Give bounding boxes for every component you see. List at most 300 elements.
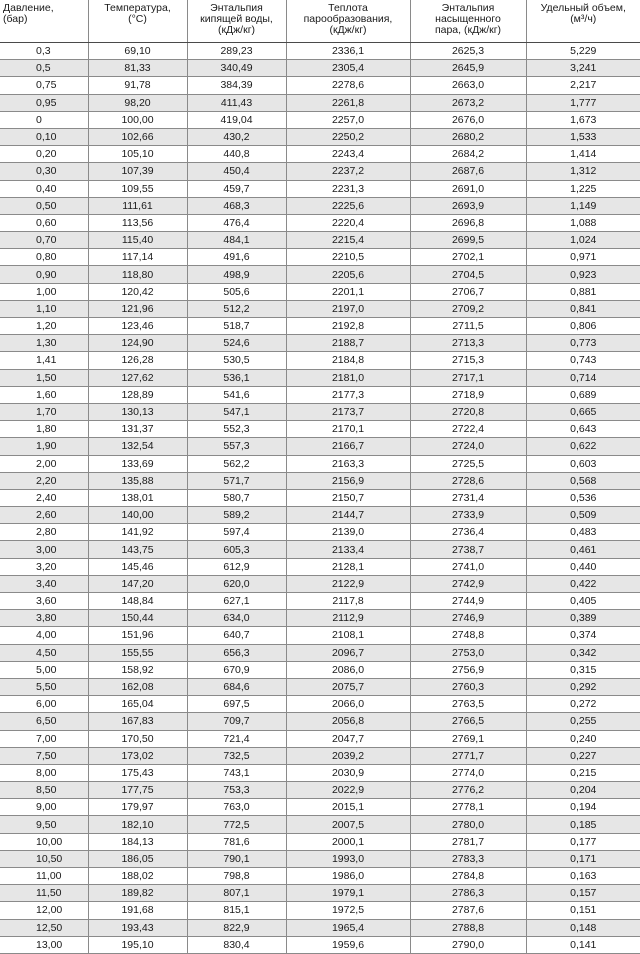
vaporization-heat-cell: 2173,7 — [286, 403, 410, 420]
water-enthalpy-cell: 289,23 — [187, 43, 286, 60]
vaporization-heat-cell: 2056,8 — [286, 713, 410, 730]
temperature-cell: 195,10 — [88, 936, 187, 953]
water-enthalpy-cell: 580,7 — [187, 489, 286, 506]
table-row — [0, 249, 640, 266]
specific-volume-cell: 0,773 — [526, 335, 640, 352]
table-row — [0, 489, 640, 506]
specific-volume-cell: 0,185 — [526, 816, 640, 833]
table-row — [0, 661, 640, 678]
steam-enthalpy-cell: 2738,7 — [410, 541, 526, 558]
steam-enthalpy-cell: 2728,6 — [410, 472, 526, 489]
table-row — [0, 558, 640, 575]
table-body — [0, 43, 640, 954]
table-row — [0, 318, 640, 335]
water-enthalpy-cell: 430,2 — [187, 128, 286, 145]
steam-enthalpy-cell: 2699,5 — [410, 232, 526, 249]
vaporization-heat-cell: 2231,3 — [286, 180, 410, 197]
water-enthalpy-cell: 790,1 — [187, 850, 286, 867]
specific-volume-cell: 0,157 — [526, 885, 640, 902]
pressure-cell: 0,30 — [0, 163, 88, 180]
pressure-cell: 12,00 — [0, 902, 88, 919]
water-enthalpy-cell: 656,3 — [187, 644, 286, 661]
steam-enthalpy-cell: 2748,8 — [410, 627, 526, 644]
pressure-cell: 5,50 — [0, 678, 88, 695]
temperature-cell: 109,55 — [88, 180, 187, 197]
table-row — [0, 541, 640, 558]
specific-volume-cell: 0,405 — [526, 593, 640, 610]
water-enthalpy-cell: 557,3 — [187, 438, 286, 455]
temperature-cell: 184,13 — [88, 833, 187, 850]
vaporization-heat-cell: 1986,0 — [286, 868, 410, 885]
specific-volume-cell: 1,312 — [526, 163, 640, 180]
steam-enthalpy-cell: 2753,0 — [410, 644, 526, 661]
vaporization-heat-cell: 2144,7 — [286, 507, 410, 524]
specific-volume-cell: 0,389 — [526, 610, 640, 627]
pressure-cell: 8,00 — [0, 764, 88, 781]
table-row — [0, 128, 640, 145]
water-enthalpy-cell: 627,1 — [187, 593, 286, 610]
pressure-cell: 10,00 — [0, 833, 88, 850]
specific-volume-cell: 0,272 — [526, 696, 640, 713]
steam-enthalpy-cell: 2781,7 — [410, 833, 526, 850]
vaporization-heat-cell: 2201,1 — [286, 283, 410, 300]
pressure-cell: 4,00 — [0, 627, 88, 644]
specific-volume-cell: 0,568 — [526, 472, 640, 489]
water-enthalpy-cell: 340,49 — [187, 60, 286, 77]
steam-enthalpy-cell: 2788,8 — [410, 919, 526, 936]
table-row — [0, 197, 640, 214]
table-row — [0, 885, 640, 902]
temperature-cell: 135,88 — [88, 472, 187, 489]
table-row — [0, 799, 640, 816]
steam-enthalpy-cell: 2693,9 — [410, 197, 526, 214]
specific-volume-cell: 1,414 — [526, 146, 640, 163]
vaporization-heat-cell: 2336,1 — [286, 43, 410, 60]
water-enthalpy-cell: 697,5 — [187, 696, 286, 713]
table-row — [0, 403, 640, 420]
water-enthalpy-cell: 530,5 — [187, 352, 286, 369]
vaporization-heat-cell: 2205,6 — [286, 266, 410, 283]
water-enthalpy-cell: 552,3 — [187, 421, 286, 438]
water-enthalpy-cell: 772,5 — [187, 816, 286, 833]
specific-volume-cell: 1,673 — [526, 111, 640, 128]
specific-volume-cell: 0,374 — [526, 627, 640, 644]
steam-enthalpy-cell: 2760,3 — [410, 678, 526, 695]
header-vaporization-heat: Теплота парообразования, (кДж/кг) — [286, 0, 410, 43]
table-row — [0, 232, 640, 249]
vaporization-heat-cell: 2075,7 — [286, 678, 410, 695]
pressure-cell: 0 — [0, 111, 88, 128]
steam-enthalpy-cell: 2663,0 — [410, 77, 526, 94]
pressure-cell: 0,75 — [0, 77, 88, 94]
table-row — [0, 335, 640, 352]
pressure-cell: 11,50 — [0, 885, 88, 902]
temperature-cell: 167,83 — [88, 713, 187, 730]
pressure-cell: 3,80 — [0, 610, 88, 627]
water-enthalpy-cell: 440,8 — [187, 146, 286, 163]
vaporization-heat-cell: 2133,4 — [286, 541, 410, 558]
steam-enthalpy-cell: 2744,9 — [410, 593, 526, 610]
pressure-cell: 0,10 — [0, 128, 88, 145]
pressure-cell: 1,60 — [0, 386, 88, 403]
steam-enthalpy-cell: 2780,0 — [410, 816, 526, 833]
vaporization-heat-cell: 1965,4 — [286, 919, 410, 936]
pressure-cell: 2,00 — [0, 455, 88, 472]
table-row — [0, 77, 640, 94]
pressure-cell: 1,80 — [0, 421, 88, 438]
table-row — [0, 283, 640, 300]
pressure-cell: 1,90 — [0, 438, 88, 455]
temperature-cell: 148,84 — [88, 593, 187, 610]
steam-enthalpy-cell: 2741,0 — [410, 558, 526, 575]
header-specific-volume: Удельный объем, (м³/ч) — [526, 0, 640, 43]
vaporization-heat-cell: 2156,9 — [286, 472, 410, 489]
specific-volume-cell: 0,255 — [526, 713, 640, 730]
steam-enthalpy-cell: 2673,2 — [410, 94, 526, 111]
table-row — [0, 94, 640, 111]
header-water-enthalpy: Энтальпия кипящей воды, (кДж/кг) — [187, 0, 286, 43]
pressure-cell: 1,50 — [0, 369, 88, 386]
specific-volume-cell: 0,148 — [526, 919, 640, 936]
pressure-cell: 6,50 — [0, 713, 88, 730]
water-enthalpy-cell: 541,6 — [187, 386, 286, 403]
specific-volume-cell: 0,841 — [526, 300, 640, 317]
temperature-cell: 158,92 — [88, 661, 187, 678]
vaporization-heat-cell: 2139,0 — [286, 524, 410, 541]
temperature-cell: 188,02 — [88, 868, 187, 885]
vaporization-heat-cell: 2188,7 — [286, 335, 410, 352]
water-enthalpy-cell: 830,4 — [187, 936, 286, 953]
table-row — [0, 455, 640, 472]
vaporization-heat-cell: 2257,0 — [286, 111, 410, 128]
table-row — [0, 111, 640, 128]
specific-volume-cell: 0,215 — [526, 764, 640, 781]
header-temperature: Температура, (°C) — [88, 0, 187, 43]
pressure-cell: 13,00 — [0, 936, 88, 953]
steam-enthalpy-cell: 2704,5 — [410, 266, 526, 283]
vaporization-heat-cell: 2261,8 — [286, 94, 410, 111]
steam-enthalpy-cell: 2783,3 — [410, 850, 526, 867]
steam-enthalpy-cell: 2769,1 — [410, 730, 526, 747]
table-row — [0, 644, 640, 661]
specific-volume-cell: 0,622 — [526, 438, 640, 455]
water-enthalpy-cell: 612,9 — [187, 558, 286, 575]
specific-volume-cell: 0,643 — [526, 421, 640, 438]
table-row — [0, 902, 640, 919]
specific-volume-cell: 0,689 — [526, 386, 640, 403]
steam-enthalpy-cell: 2776,2 — [410, 782, 526, 799]
specific-volume-cell: 0,806 — [526, 318, 640, 335]
specific-volume-cell: 0,743 — [526, 352, 640, 369]
steam-enthalpy-cell: 2720,8 — [410, 403, 526, 420]
table-row — [0, 713, 640, 730]
vaporization-heat-cell: 1959,6 — [286, 936, 410, 953]
water-enthalpy-cell: 536,1 — [187, 369, 286, 386]
specific-volume-cell: 5,229 — [526, 43, 640, 60]
vaporization-heat-cell: 2030,9 — [286, 764, 410, 781]
temperature-cell: 121,96 — [88, 300, 187, 317]
vaporization-heat-cell: 2305,4 — [286, 60, 410, 77]
temperature-cell: 98,20 — [88, 94, 187, 111]
water-enthalpy-cell: 640,7 — [187, 627, 286, 644]
steam-enthalpy-cell: 2680,2 — [410, 128, 526, 145]
specific-volume-cell: 0,315 — [526, 661, 640, 678]
table-row — [0, 764, 640, 781]
steam-enthalpy-cell: 2725,5 — [410, 455, 526, 472]
vaporization-heat-cell: 2215,4 — [286, 232, 410, 249]
specific-volume-cell: 0,240 — [526, 730, 640, 747]
vaporization-heat-cell: 2177,3 — [286, 386, 410, 403]
table-row — [0, 180, 640, 197]
specific-volume-cell: 0,194 — [526, 799, 640, 816]
specific-volume-cell: 2,217 — [526, 77, 640, 94]
steam-enthalpy-cell: 2763,5 — [410, 696, 526, 713]
table-row — [0, 833, 640, 850]
table-row — [0, 214, 640, 231]
vaporization-heat-cell: 2000,1 — [286, 833, 410, 850]
water-enthalpy-cell: 524,6 — [187, 335, 286, 352]
vaporization-heat-cell: 1979,1 — [286, 885, 410, 902]
temperature-cell: 127,62 — [88, 369, 187, 386]
water-enthalpy-cell: 822,9 — [187, 919, 286, 936]
steam-enthalpy-cell: 2778,1 — [410, 799, 526, 816]
table-row — [0, 60, 640, 77]
specific-volume-cell: 0,923 — [526, 266, 640, 283]
table-row — [0, 163, 640, 180]
pressure-cell: 0,20 — [0, 146, 88, 163]
water-enthalpy-cell: 491,6 — [187, 249, 286, 266]
water-enthalpy-cell: 781,6 — [187, 833, 286, 850]
specific-volume-cell: 0,971 — [526, 249, 640, 266]
header-pressure: Давление, (бар) — [0, 0, 88, 43]
water-enthalpy-cell: 484,1 — [187, 232, 286, 249]
temperature-cell: 150,44 — [88, 610, 187, 627]
temperature-cell: 117,14 — [88, 249, 187, 266]
temperature-cell: 115,40 — [88, 232, 187, 249]
temperature-cell: 123,46 — [88, 318, 187, 335]
pressure-cell: 1,70 — [0, 403, 88, 420]
temperature-cell: 131,37 — [88, 421, 187, 438]
table-row — [0, 610, 640, 627]
water-enthalpy-cell: 763,0 — [187, 799, 286, 816]
vaporization-heat-cell: 2225,6 — [286, 197, 410, 214]
specific-volume-cell: 1,149 — [526, 197, 640, 214]
vaporization-heat-cell: 2039,2 — [286, 747, 410, 764]
specific-volume-cell: 0,665 — [526, 403, 640, 420]
specific-volume-cell: 0,141 — [526, 936, 640, 953]
vaporization-heat-cell: 2278,6 — [286, 77, 410, 94]
pressure-cell: 5,00 — [0, 661, 88, 678]
vaporization-heat-cell: 2015,1 — [286, 799, 410, 816]
steam-enthalpy-cell: 2736,4 — [410, 524, 526, 541]
temperature-cell: 191,68 — [88, 902, 187, 919]
table-row — [0, 593, 640, 610]
temperature-cell: 170,50 — [88, 730, 187, 747]
pressure-cell: 6,00 — [0, 696, 88, 713]
pressure-cell: 7,50 — [0, 747, 88, 764]
vaporization-heat-cell: 2066,0 — [286, 696, 410, 713]
water-enthalpy-cell: 605,3 — [187, 541, 286, 558]
specific-volume-cell: 0,440 — [526, 558, 640, 575]
specific-volume-cell: 0,483 — [526, 524, 640, 541]
vaporization-heat-cell: 2166,7 — [286, 438, 410, 455]
temperature-cell: 175,43 — [88, 764, 187, 781]
vaporization-heat-cell: 2122,9 — [286, 575, 410, 592]
table-row — [0, 850, 640, 867]
table-row — [0, 43, 640, 60]
steam-enthalpy-cell: 2702,1 — [410, 249, 526, 266]
water-enthalpy-cell: 450,4 — [187, 163, 286, 180]
temperature-cell: 105,10 — [88, 146, 187, 163]
water-enthalpy-cell: 753,3 — [187, 782, 286, 799]
specific-volume-cell: 0,714 — [526, 369, 640, 386]
steam-enthalpy-cell: 2774,0 — [410, 764, 526, 781]
water-enthalpy-cell: 620,0 — [187, 575, 286, 592]
steam-enthalpy-cell: 2766,5 — [410, 713, 526, 730]
steam-enthalpy-cell: 2711,5 — [410, 318, 526, 335]
vaporization-heat-cell: 2128,1 — [286, 558, 410, 575]
steam-enthalpy-cell: 2676,0 — [410, 111, 526, 128]
table-row — [0, 678, 640, 695]
vaporization-heat-cell: 1993,0 — [286, 850, 410, 867]
table-row — [0, 747, 640, 764]
temperature-cell: 186,05 — [88, 850, 187, 867]
vaporization-heat-cell: 2047,7 — [286, 730, 410, 747]
steam-enthalpy-cell: 2717,1 — [410, 369, 526, 386]
table-row — [0, 730, 640, 747]
water-enthalpy-cell: 597,4 — [187, 524, 286, 541]
temperature-cell: 182,10 — [88, 816, 187, 833]
temperature-cell: 100,00 — [88, 111, 187, 128]
vaporization-heat-cell: 2237,2 — [286, 163, 410, 180]
water-enthalpy-cell: 498,9 — [187, 266, 286, 283]
water-enthalpy-cell: 743,1 — [187, 764, 286, 781]
pressure-cell: 8,50 — [0, 782, 88, 799]
pressure-cell: 12,50 — [0, 919, 88, 936]
steam-enthalpy-cell: 2691,0 — [410, 180, 526, 197]
steam-enthalpy-cell: 2724,0 — [410, 438, 526, 455]
table-row — [0, 919, 640, 936]
steam-enthalpy-cell: 2713,3 — [410, 335, 526, 352]
steam-enthalpy-cell: 2684,2 — [410, 146, 526, 163]
table-row — [0, 146, 640, 163]
steam-enthalpy-cell: 2715,3 — [410, 352, 526, 369]
steam-enthalpy-cell: 2756,9 — [410, 661, 526, 678]
specific-volume-cell: 0,151 — [526, 902, 640, 919]
pressure-cell: 10,50 — [0, 850, 88, 867]
vaporization-heat-cell: 2250,2 — [286, 128, 410, 145]
water-enthalpy-cell: 709,7 — [187, 713, 286, 730]
steam-enthalpy-cell: 2746,9 — [410, 610, 526, 627]
steam-enthalpy-cell: 2742,9 — [410, 575, 526, 592]
specific-volume-cell: 0,171 — [526, 850, 640, 867]
temperature-cell: 69,10 — [88, 43, 187, 60]
vaporization-heat-cell: 2243,4 — [286, 146, 410, 163]
temperature-cell: 124,90 — [88, 335, 187, 352]
steam-enthalpy-cell: 2687,6 — [410, 163, 526, 180]
temperature-cell: 111,61 — [88, 197, 187, 214]
temperature-cell: 173,02 — [88, 747, 187, 764]
header-steam-enthalpy: Энтальпия насыщенного пара, (кДж/кг) — [410, 0, 526, 43]
vaporization-heat-cell: 2197,0 — [286, 300, 410, 317]
steam-enthalpy-cell: 2731,4 — [410, 489, 526, 506]
table-row — [0, 868, 640, 885]
temperature-cell: 132,54 — [88, 438, 187, 455]
pressure-cell: 0,70 — [0, 232, 88, 249]
water-enthalpy-cell: 815,1 — [187, 902, 286, 919]
temperature-cell: 91,78 — [88, 77, 187, 94]
table-row — [0, 627, 640, 644]
vaporization-heat-cell: 2086,0 — [286, 661, 410, 678]
vaporization-heat-cell: 2150,7 — [286, 489, 410, 506]
pressure-cell: 0,3 — [0, 43, 88, 60]
pressure-cell: 3,00 — [0, 541, 88, 558]
water-enthalpy-cell: 476,4 — [187, 214, 286, 231]
steam-enthalpy-cell: 2709,2 — [410, 300, 526, 317]
steam-enthalpy-cell: 2625,3 — [410, 43, 526, 60]
specific-volume-cell: 1,777 — [526, 94, 640, 111]
temperature-cell: 140,00 — [88, 507, 187, 524]
specific-volume-cell: 0,422 — [526, 575, 640, 592]
steam-enthalpy-cell: 2722,4 — [410, 421, 526, 438]
water-enthalpy-cell: 562,2 — [187, 455, 286, 472]
water-enthalpy-cell: 589,2 — [187, 507, 286, 524]
water-enthalpy-cell: 798,8 — [187, 868, 286, 885]
temperature-cell: 130,13 — [88, 403, 187, 420]
pressure-cell: 1,00 — [0, 283, 88, 300]
specific-volume-cell: 0,177 — [526, 833, 640, 850]
temperature-cell: 126,28 — [88, 352, 187, 369]
specific-volume-cell: 0,292 — [526, 678, 640, 695]
water-enthalpy-cell: 721,4 — [187, 730, 286, 747]
water-enthalpy-cell: 670,9 — [187, 661, 286, 678]
steam-enthalpy-cell: 2786,3 — [410, 885, 526, 902]
water-enthalpy-cell: 807,1 — [187, 885, 286, 902]
table-row — [0, 300, 640, 317]
temperature-cell: 128,89 — [88, 386, 187, 403]
temperature-cell: 102,66 — [88, 128, 187, 145]
specific-volume-cell: 0,204 — [526, 782, 640, 799]
specific-volume-cell: 0,227 — [526, 747, 640, 764]
table-row — [0, 575, 640, 592]
vaporization-heat-cell: 2108,1 — [286, 627, 410, 644]
water-enthalpy-cell: 684,6 — [187, 678, 286, 695]
temperature-cell: 189,82 — [88, 885, 187, 902]
pressure-cell: 4,50 — [0, 644, 88, 661]
water-enthalpy-cell: 634,0 — [187, 610, 286, 627]
temperature-cell: 107,39 — [88, 163, 187, 180]
vaporization-heat-cell: 2220,4 — [286, 214, 410, 231]
table-row — [0, 369, 640, 386]
temperature-cell: 155,55 — [88, 644, 187, 661]
pressure-cell: 2,80 — [0, 524, 88, 541]
pressure-cell: 1,10 — [0, 300, 88, 317]
temperature-cell: 151,96 — [88, 627, 187, 644]
pressure-cell: 1,20 — [0, 318, 88, 335]
pressure-cell: 0,50 — [0, 197, 88, 214]
table-row — [0, 266, 640, 283]
specific-volume-cell: 0,881 — [526, 283, 640, 300]
table-row — [0, 386, 640, 403]
vaporization-heat-cell: 2192,8 — [286, 318, 410, 335]
table-row — [0, 816, 640, 833]
steam-enthalpy-cell: 2771,7 — [410, 747, 526, 764]
pressure-cell: 11,00 — [0, 868, 88, 885]
water-enthalpy-cell: 512,2 — [187, 300, 286, 317]
pressure-cell: 1,41 — [0, 352, 88, 369]
water-enthalpy-cell: 411,43 — [187, 94, 286, 111]
vaporization-heat-cell: 2170,1 — [286, 421, 410, 438]
